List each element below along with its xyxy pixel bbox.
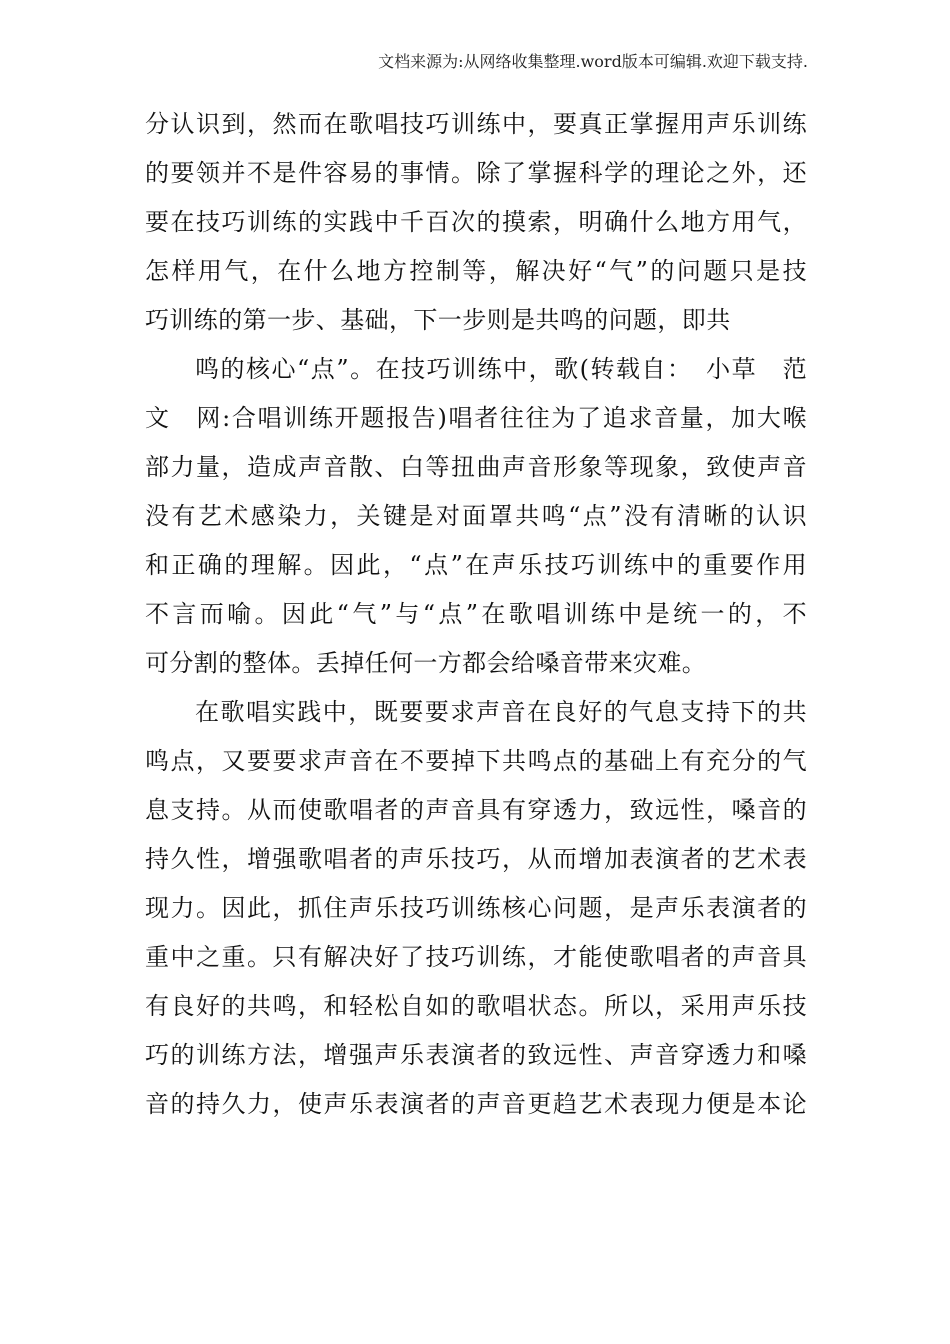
text-line: 部力量，造成声音散、白等扭曲声音形象等现象，致使声音 [145,453,807,481]
text-line: 要在技巧训练的实践中千百次的摸索，明确什么地方用气， [145,208,807,236]
text-line: 文 网:合唱训练开题报告)唱者往往为了追求音量，加大喉 [145,404,807,432]
text-line: 怎样用气，在什么地方控制等，解决好“气”的问题只是技 [145,257,807,285]
text-line: 和正确的理解。因此，“点”在声乐技巧训练中的重要作用 [145,551,807,579]
text-line: 分认识到，然而在歌唱技巧训练中，要真正掌握用声乐训练 [145,110,807,138]
text-line: 巧训练的第一步、基础，下一步则是共鸣的问题，即共 [145,306,731,334]
text-line: 持久性，增强歌唱者的声乐技巧，从而增加表演者的艺术表 [145,845,807,873]
body-text [145,100,807,1129]
text-line: 没有艺术感染力，关键是对面罩共鸣“点”没有清晰的认识 [145,502,807,530]
text-line: 重中之重。只有解决好了技巧训练，才能使歌唱者的声音具 [145,943,807,971]
text-line: 可分割的整体。丢掉任何一方都会给嗓音带来灾难。 [145,649,707,677]
text-line: 有良好的共鸣，和轻松自如的歌唱状态。所以，采用声乐技 [145,992,807,1020]
text-line: 的要领并不是件容易的事情。除了掌握科学的理论之外，还 [145,159,807,187]
text-line: 鸣的核心“点”。在技巧训练中，歌(转载自： 小草 范 [195,355,807,383]
text-line: 在歌唱实践中，既要要求声音在良好的气息支持下的共 [195,698,807,726]
text-line: 现力。因此，抓住声乐技巧训练核心问题，是声乐表演者的 [145,894,807,922]
paragraph-2 [145,345,807,688]
page-header: 文档来源为:从网络收集整理.word版本可编辑.欢迎下载支持. [378,52,808,71]
text-line: 音的持久力，使声乐表演者的声音更趋艺术表现力便是本论 [145,1090,807,1118]
text-line: 鸣点，又要要求声音在不要掉下共鸣点的基础上有充分的气 [145,747,807,775]
text-line: 息支持。从而使歌唱者的声音具有穿透力，致远性，嗓音的 [145,796,807,824]
paragraph-1 [145,100,807,345]
text-line: 不言而喻。因此“气”与“点”在歌唱训练中是统一的，不 [145,600,807,628]
paragraph-3 [145,688,807,1129]
text-line: 巧的训练方法，增强声乐表演者的致远性、声音穿透力和嗓 [145,1041,807,1069]
